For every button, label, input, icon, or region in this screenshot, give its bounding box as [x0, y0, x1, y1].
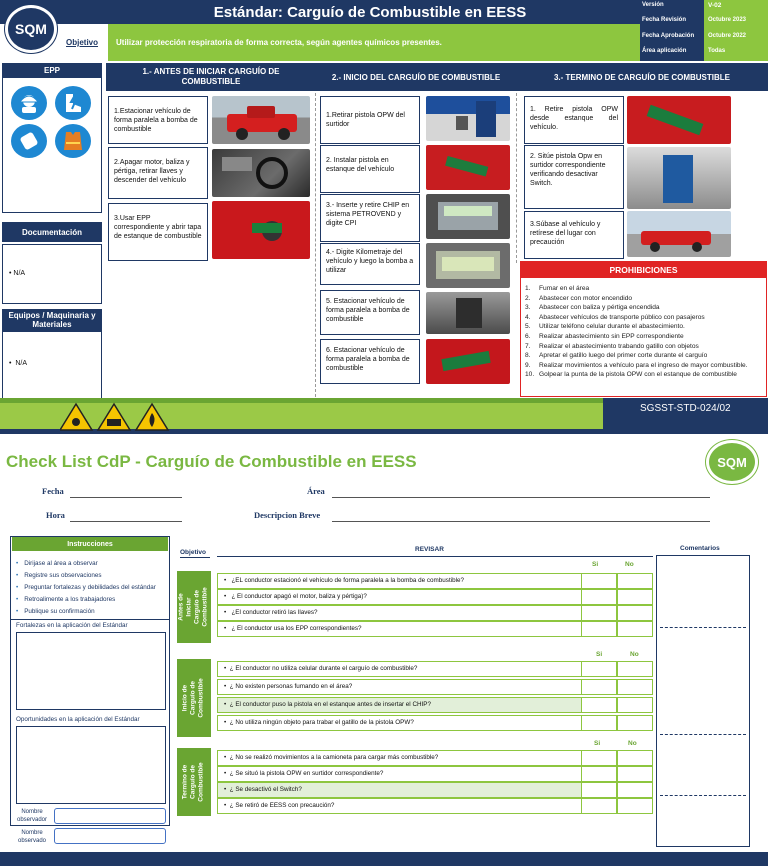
revisar-column-header: REVISAR: [415, 546, 444, 553]
check-question: • ¿ El conductor apagó el motor, baliza y pértiga)?: [224, 593, 367, 600]
no-checkbox[interactable]: [617, 621, 653, 637]
objetivo-underline: [180, 557, 210, 558]
area-label: Área: [307, 486, 325, 496]
si-checkbox[interactable]: [581, 782, 617, 798]
section-antes-title: 1.- ANTES DE INICIAR CARGUÍO DE COMBUSTIBLE: [106, 63, 316, 91]
instruccion-item: • Dirijase al área a observar: [16, 558, 166, 570]
checklist-logo-text: SQM: [717, 454, 747, 470]
termino-step-2: 2. Sitúe pistola Opw en surtidor correspondiente verificando desactivar Switch.: [524, 145, 624, 209]
nozzle-tank-photo: [426, 145, 510, 190]
fuel-cap-photo: [212, 201, 310, 259]
meta-value: Todas: [708, 48, 726, 54]
group-inicio-text: Inicio de Carguío de Combustible: [182, 678, 206, 718]
flammable-hazard-icon: [136, 404, 168, 430]
inicio-step-4: 4.- Digite Kilometraje del vehículo y luego la bomba a utilizar: [320, 243, 420, 285]
si-checkbox[interactable]: [581, 605, 617, 621]
check-question: • ¿ Se desactivó el Switch?: [224, 786, 302, 793]
prohibicion-text: Realizar el abastecimiento trabando gatillo con objetos: [539, 342, 699, 350]
comentarios-column-header: Comentarios: [680, 545, 720, 552]
meta-value: Octubre 2022: [708, 33, 747, 39]
observador-label: Nombre observador: [16, 809, 48, 823]
meta-table: [640, 0, 768, 61]
no-header: No: [625, 561, 634, 568]
question-text: ¿EL conductor estacionó el vehículo de forma paralela a la bomba de combustible?: [231, 577, 464, 584]
check-question: • ¿ Se retiró de EESS con precaución?: [224, 802, 335, 809]
observador-input[interactable]: [54, 808, 166, 824]
meta-label: Área aplicación: [642, 48, 687, 54]
prohibiciones-list: [525, 284, 763, 380]
question-text: ¿ No existen personas fumando en el área?: [229, 683, 353, 690]
safety-boots-icon: [55, 86, 91, 120]
no-checkbox[interactable]: [617, 715, 653, 731]
check-question: • ¿El conductor retiró las llaves?: [224, 609, 318, 616]
no-checkbox[interactable]: [617, 782, 653, 798]
hora-field[interactable]: [70, 521, 182, 522]
revisar-underline: [217, 556, 653, 557]
area-field[interactable]: [332, 497, 710, 498]
check-question: • ¿ Se situó la pistola OPW en surtidor correspondiente?: [224, 770, 384, 777]
comentarios-divider: [660, 795, 746, 796]
prohibicion-item: 3. Abastecer con baliza y pértiga encendida: [525, 304, 660, 312]
page-title: Estándar: Carguío de Combustible en EESS: [213, 4, 527, 21]
termino-step-3: 3.Súbase al vehículo y retírese del lugar con precaución: [524, 211, 624, 259]
instruccion-item: • Registre sus observaciones: [16, 570, 166, 582]
observado-input[interactable]: [54, 828, 166, 844]
documentacion-na: N/A: [13, 270, 26, 277]
prohibicion-item: 8. Apretar el gatillo luego del primer corte durante el carguío: [525, 352, 708, 360]
bottom-bar: [0, 852, 768, 866]
check-question: • ¿ No existen personas fumando en el área?: [224, 683, 353, 690]
si-checkbox[interactable]: [581, 661, 617, 677]
documentacion-value: • N/A: [9, 270, 26, 277]
objetivo-text: Utilizar protección respiratoria de forma correcta, según agentes químicos presentes.: [116, 38, 442, 47]
epp-title: EPP: [2, 63, 102, 77]
sqm-logo: [5, 5, 57, 53]
footer-code: SGSST-STD-024/02: [640, 403, 731, 414]
no-checkbox[interactable]: [617, 605, 653, 621]
si-checkbox[interactable]: [581, 589, 617, 605]
no-header: No: [628, 740, 637, 747]
no-checkbox[interactable]: [617, 573, 653, 589]
antes-step-2: 2.Apagar motor, baliza y pértiga, retirar llaves y descender del vehículo: [108, 147, 208, 199]
prohibicion-item: 2. Abastecer con motor encendido: [525, 294, 633, 302]
column-divider: [516, 93, 517, 263]
equipos-value: • N/A: [9, 360, 28, 367]
no-checkbox[interactable]: [617, 697, 653, 713]
km-display-photo: [426, 243, 510, 288]
si-checkbox[interactable]: [581, 750, 617, 766]
hora-label: Hora: [46, 510, 65, 520]
prohibicion-text: Apretar el gatillo luego del primer corte durante el carguío: [539, 352, 708, 360]
hazard-icons: [60, 402, 170, 432]
termino-step-1: 1. Retire pistola OPW desde estanque del vehículo.: [524, 96, 624, 144]
objetivo-label: Objetivo: [66, 38, 99, 47]
corrosive-hazard-icon: [98, 404, 130, 430]
checklist-sqm-logo: [706, 440, 758, 484]
column-divider: [315, 93, 316, 397]
question-text: ¿ El conductor puso la pistola en el estanque antes de insertar el CHIP?: [229, 701, 431, 708]
documentacion-title: Documentación: [2, 222, 102, 242]
prohibicion-item: 4. Abastecer vehículos de transporte público con pasajeros: [525, 313, 705, 321]
inicio-step-5: 5. Estacionar vehículo de forma paralela a bomba de combustible: [320, 290, 420, 335]
group-antes-label: [177, 571, 211, 643]
inicio-step-3: 3.- Inserte y retire CHIP en sistema PETROVEND y digite CPI: [320, 194, 420, 242]
prohibicion-text: Abastecer vehículos de transporte público con pasajeros: [539, 313, 705, 321]
si-checkbox[interactable]: [581, 697, 617, 713]
inicio-step-6: 6. Estacionar vehículo de forma paralela a bomba de combustible: [320, 339, 420, 384]
si-checkbox[interactable]: [581, 715, 617, 731]
gloves-icon: [11, 124, 47, 158]
instrucciones-title: Instrucciones: [12, 537, 168, 551]
descripcion-field[interactable]: [332, 521, 710, 522]
prohibicion-item: 9. Realizar movimientos a vehículo para el ingreso de mayor combustible.: [525, 361, 748, 369]
nozzle-return-photo: [627, 147, 731, 209]
si-checkbox[interactable]: [581, 798, 617, 814]
question-text: ¿ El conductor no utiliza celular durante el carguío de combustible?: [229, 665, 418, 672]
section-termino-title: 3.- TERMINO DE CARGUÍO DE COMBUSTIBLE: [516, 63, 768, 91]
inicio-step-1: 1.Retirar pistola OPW del surtidor: [320, 96, 420, 144]
descripcion-label: Descripcion Breve: [254, 510, 321, 520]
check-question: • ¿EL conductor estacionó el vehículo de forma paralela a la bomba de combustible?: [224, 577, 464, 584]
petrovend-keypad-photo: [426, 194, 510, 239]
instrucciones-list: [16, 558, 166, 618]
documentacion-box: [2, 244, 102, 304]
si-header: Si: [592, 561, 599, 568]
fortalezas-textarea[interactable]: [16, 632, 166, 710]
check-question: • ¿ No se realizó movimientos a la camioneta para cargar más combustible?: [224, 754, 439, 761]
prohibicion-text: Utilizar teléfono celular durante el abastecimiento.: [539, 323, 685, 331]
group-inicio-label: [177, 659, 211, 737]
si-checkbox[interactable]: [581, 621, 617, 637]
meta-label: Fecha Revisión: [642, 17, 687, 23]
pump-handle-photo: [426, 292, 510, 334]
meta-label: Versión: [642, 2, 664, 8]
epp-box: [2, 77, 102, 213]
helmet-icon: [11, 86, 47, 120]
question-text: ¿ Se desactivó el Switch?: [229, 786, 302, 793]
oportunidades-textarea[interactable]: [16, 726, 166, 804]
question-text: ¿ El conductor apagó el motor, baliza y pértiga)?: [231, 593, 367, 600]
prohibicion-item: 6. Realizar abastecimiento sin EPP correspondiente: [525, 332, 684, 340]
equipos-box: [2, 331, 102, 399]
prohibicion-item: 7. Realizar el abastecimiento trabando gatillo con objetos: [525, 342, 699, 350]
explosive-hazard-icon: [60, 404, 92, 430]
no-checkbox[interactable]: [617, 750, 653, 766]
comentarios-box[interactable]: [656, 555, 750, 847]
question-text: ¿ Se situó la pistola OPW en surtidor correspondiente?: [229, 770, 384, 777]
sqm-logo-text: SQM: [15, 21, 47, 37]
group-antes-text: Antes de Iniciar Carguío de Combustible: [178, 587, 210, 627]
no-checkbox[interactable]: [617, 589, 653, 605]
equipos-na: N/A: [15, 360, 28, 367]
group-termino-label: [177, 748, 211, 816]
prohibicion-text: Abastecer con motor encendido: [539, 294, 633, 302]
prohibicion-text: Realizar abastecimiento sin EPP correspondiente: [539, 332, 684, 340]
check-question: • ¿ No utiliza ningún objeto para trabar el gatillo de la pistola OPW?: [224, 719, 414, 726]
section-inicio-title: 2.- INICIO DEL CARGUÍO DE COMBUSTIBLE: [316, 63, 516, 91]
divider: [10, 619, 170, 620]
no-header: No: [630, 651, 639, 658]
meta-value: Octubre 2023: [708, 17, 747, 23]
comentarios-divider: [660, 627, 746, 628]
antes-step-1: 1.Estacionar vehículo de forma paralela a bomba de combustible: [108, 96, 208, 144]
pickup-truck-photo: [212, 96, 310, 144]
no-checkbox[interactable]: [617, 679, 653, 695]
prohibicion-text: Fumar en el área: [539, 285, 590, 292]
leaving-truck-photo: [627, 211, 731, 257]
inicio-step-2: 2. Instalar pistola en estanque del vehículo: [320, 145, 420, 193]
remove-nozzle-photo: [627, 96, 731, 144]
checklist-title: Check List CdP - Carguío de Combustible en EESS: [6, 452, 417, 471]
check-question: • ¿ El conductor puso la pistola en el estanque antes de insertar el CHIP?: [224, 701, 431, 708]
instruccion-item: • Retroalimente a los trabajadores: [16, 594, 166, 606]
si-header: Si: [596, 651, 603, 658]
group-termino-text: Termino de Carguío de Combustible: [182, 762, 205, 802]
driver-cabin-photo: [212, 149, 310, 197]
prohibicion-item: 10. Golpear la punta de la pistola OPW con el estanque de combustible: [525, 371, 737, 379]
meta-value: V-02: [708, 2, 722, 9]
question-text: ¿ El conductor usa los EPP correspondientes?: [231, 625, 362, 632]
vest-icon: [55, 124, 91, 158]
no-checkbox[interactable]: [617, 766, 653, 782]
equipos-title: Equipos / Maquinaria y Materiales: [2, 309, 102, 331]
observado-label: Nombre observado: [17, 830, 47, 844]
prohibicion-item: 1. Fumar en el área: [525, 285, 590, 292]
question-text: ¿ No se realizó movimientos a la camioneta para cargar más combustible?: [229, 754, 439, 761]
fecha-label: Fecha: [42, 486, 64, 496]
question-text: ¿ Se retiró de EESS con precaución?: [229, 802, 335, 809]
instruccion-item: • Preguntar fortalezas y debilidades del estándar: [16, 582, 166, 594]
no-checkbox[interactable]: [617, 661, 653, 677]
check-question: • ¿ El conductor usa los EPP correspondientes?: [224, 625, 362, 632]
objetivo-column-header: Objetivo: [180, 549, 207, 556]
si-checkbox[interactable]: [581, 766, 617, 782]
si-header: Si: [594, 740, 601, 747]
oportunidades-label: Oportunidades en la aplicación del Estándar: [16, 716, 140, 723]
instruccion-item: • Publique su confirmación: [16, 606, 166, 618]
refuel-hand-photo: [426, 339, 510, 384]
fuel-pump-photo: [426, 96, 510, 141]
si-checkbox[interactable]: [581, 679, 617, 695]
comentarios-divider: [660, 734, 746, 735]
fecha-field[interactable]: [70, 497, 182, 498]
prohibicion-text: Abastecer con baliza y pértiga encendida: [539, 304, 660, 312]
prohibiciones-title: PROHIBICIONES: [520, 261, 767, 278]
question-text: ¿El conductor retiró las llaves?: [231, 609, 318, 616]
check-question: • ¿ El conductor no utiliza celular durante el carguío de combustible?: [224, 665, 418, 672]
prohibicion-item: 5. Utilizar teléfono celular durante el abastecimiento.: [525, 323, 685, 331]
fortalezas-label: Fortalezas en la aplicación del Estándar: [16, 622, 128, 629]
no-checkbox[interactable]: [617, 798, 653, 814]
question-text: ¿ No utiliza ningún objeto para trabar el gatillo de la pistola OPW?: [229, 719, 414, 726]
prohibicion-text: Golpear la punta de la pistola OPW con el estanque de combustible: [539, 371, 737, 379]
si-checkbox[interactable]: [581, 573, 617, 589]
meta-label: Fecha Aprobación: [642, 33, 695, 39]
prohibicion-text: Realizar movimientos a vehículo para el ingreso de mayor combustible.: [539, 361, 748, 369]
antes-step-3: 3.Usar EPP correspondiente y abrir tapa de estanque de combustible: [108, 203, 208, 261]
